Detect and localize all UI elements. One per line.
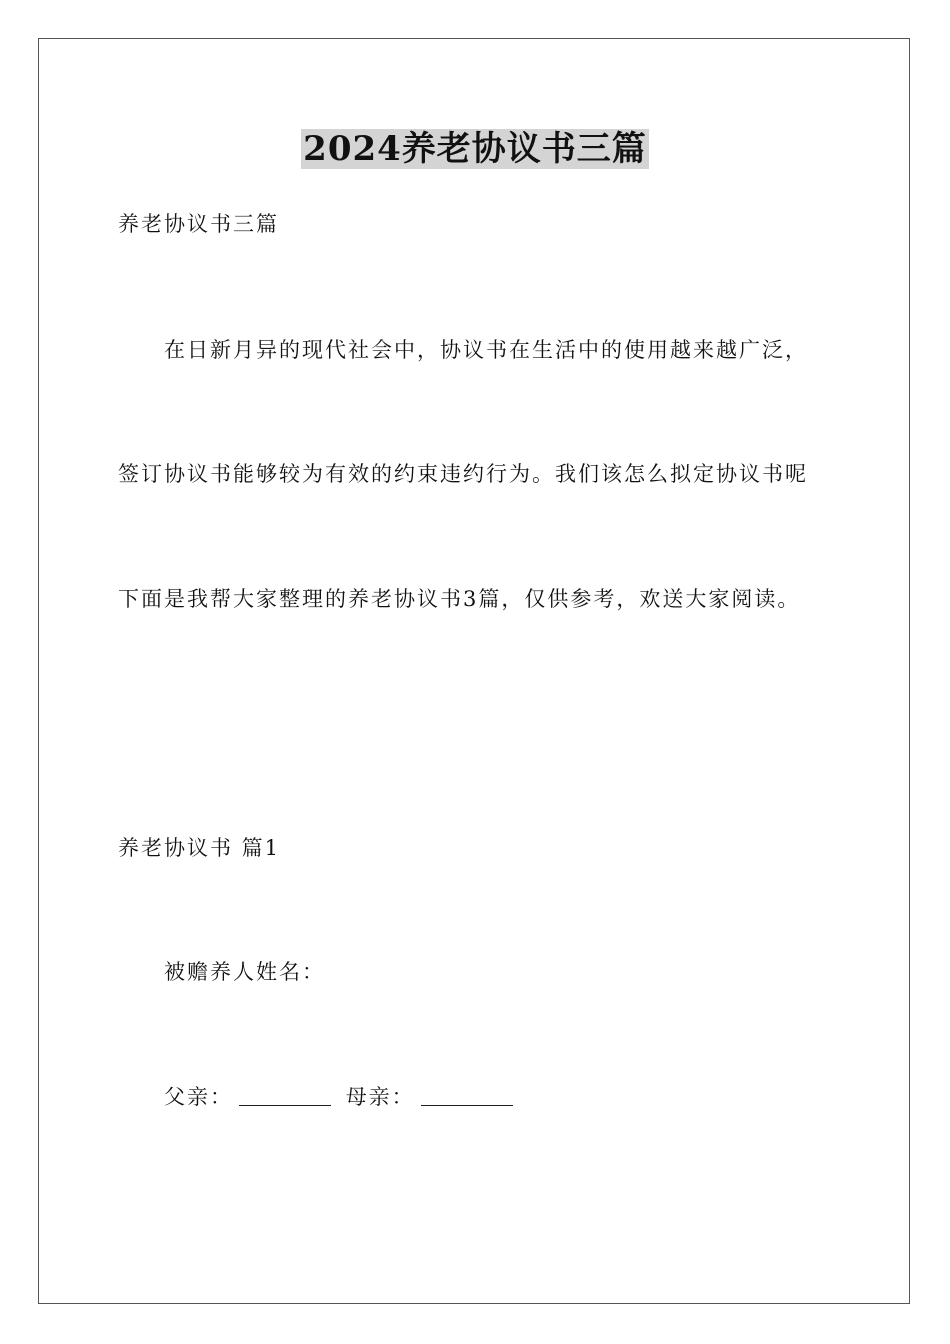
mother-label: 母亲： (345, 1085, 415, 1109)
intro-line-3: 下面是我帮大家整理的养老协议书3篇，仅供参考，欢送大家阅读。 (118, 587, 801, 611)
parents-line (164, 1083, 519, 1111)
father-name-blank (239, 1085, 331, 1106)
dependent-name-label: 被赡养人姓名： (164, 960, 325, 984)
document-subtitle: 养老协议书三篇 (118, 212, 279, 236)
document-title (0, 128, 950, 170)
document-title-text: 2024养老协议书三篇 (303, 129, 647, 169)
intro-line-1: 在日新月异的现代社会中，协议书在生活中的使用越来越广泛， (164, 338, 808, 362)
intro-line-2: 签订协议书能够较为有效的约束违约行为。我们该怎么拟定协议书呢 (118, 462, 808, 486)
father-label: 父亲： (164, 1085, 233, 1109)
section-heading: 养老协议书 篇1 (118, 836, 281, 860)
mother-name-blank (421, 1085, 513, 1106)
